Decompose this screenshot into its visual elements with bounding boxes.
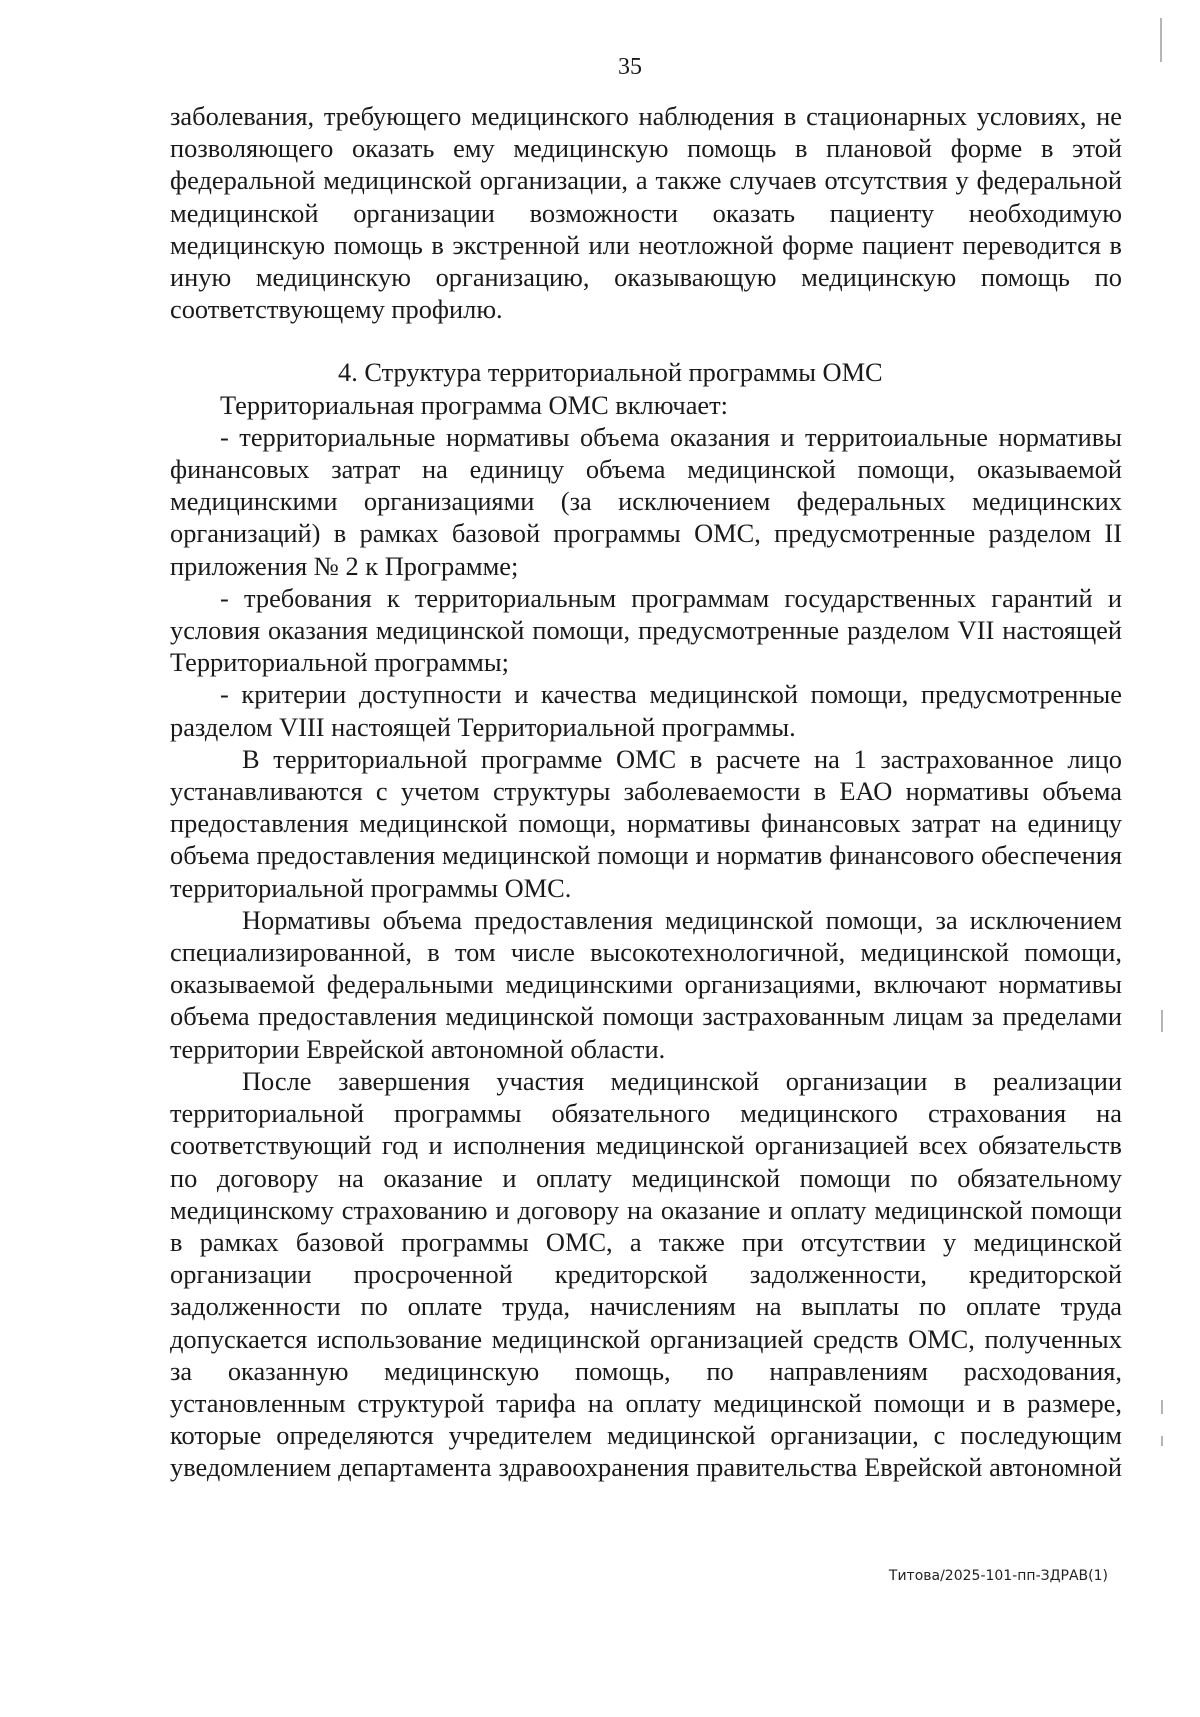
paragraph-funds-usage: После завершения участия медицинской организации в реализации территориальной программы обязательного медицинского страхования на соответствующий год и исполнения медицинской организацией всех обязательств по договору на оказание и оплату медицинской помощи по обязательному медицинскому страхованию и договору на оказание и оплату медицинской помощи в рамках базовой программы ОМС, а также при отсутствии у медицинской организации просроченной кредиторской задолженности, кредиторской задолженности по оплате труда, начислениям на выплаты по оплате труда допускается использование медицинской организацией средств ОМС, полученных за оказанную медицинскую помощь, по направлениям расходования, установленным структурой тарифа на оплату медицинской помощи и в размере, которые определяются учредителем медицинской организации, с последующим уведомлением департамента здравоохранения правительства Еврейской автономной xyxy=(170,1065,1122,1483)
paragraph-intro: Территориальная программа ОМС включает: xyxy=(220,389,728,420)
scan-margin-mark xyxy=(1161,1010,1163,1032)
list-item-criteria: - критерии доступности и качества медицинской помощи, предусмотренные разделом VIII настоящей Территориальной программы. xyxy=(170,679,1122,742)
scan-margin-mark xyxy=(1161,1436,1163,1446)
paragraph-volume-norms: Нормативы объема предоставления медицинской помощи, за исключением специализированной, в том числе высокотехнологичной, медицинской помощи, оказываемой федеральными медицинскими организациями, включают нормативы объема предоставления медицинской помощи застрахованным лицам за пределами территории Еврейской автономной области. xyxy=(170,904,1122,1064)
scan-margin-mark xyxy=(1161,1400,1163,1414)
section-heading: 4. Структура территориальной программы ОМС xyxy=(338,357,883,388)
list-item-norms: - территориальные нормативы объема оказания и территоиальные нормативы финансовых затрат на единицу объема медицинской помощи, оказываемой медицинскими организациями (за исключением федеральных медицинских организаций) в рамках базовой программы ОМС, предусмотренные разделом II приложения № 2 к Программе; xyxy=(170,421,1122,581)
paragraph-continuation: заболевания, требующего медицинского наблюдения в стационарных условиях, не позволяющего оказать ему медицинскую помощь в плановой форме в этой федеральной медицинской организации, а также случаев отсутствия у федеральной медицинской организации возможности оказать пациенту необходимую медицинскую помощь в экстренной или неотложной форме пациент переводится в иную медицинскую организацию, оказывающую медицинскую помощь по соответствующему профилю. xyxy=(170,101,1122,325)
scan-margin-mark xyxy=(1160,18,1162,62)
list-item-requirements: - требования к территориальным программам государственных гарантий и условия оказания медицинской помощи, предусмотренные разделом VII настоящей Территориальной программы; xyxy=(170,582,1122,678)
page-number: 35 xyxy=(618,54,642,80)
document-body xyxy=(170,100,1122,1484)
paragraph-per-insured: В территориальной программе ОМС в расчете на 1 застрахованное лицо устанавливаются с учетом структуры заболеваемости в ЕАО нормативы объема предоставления медицинской помощи, нормативы финансовых затрат на единицу объема предоставления медицинской помощи и норматив финансового обеспечения территориальной программы ОМС. xyxy=(170,743,1122,903)
document-code: Титова/2025-101-пп-ЗДРАВ(1) xyxy=(888,1568,1108,1584)
